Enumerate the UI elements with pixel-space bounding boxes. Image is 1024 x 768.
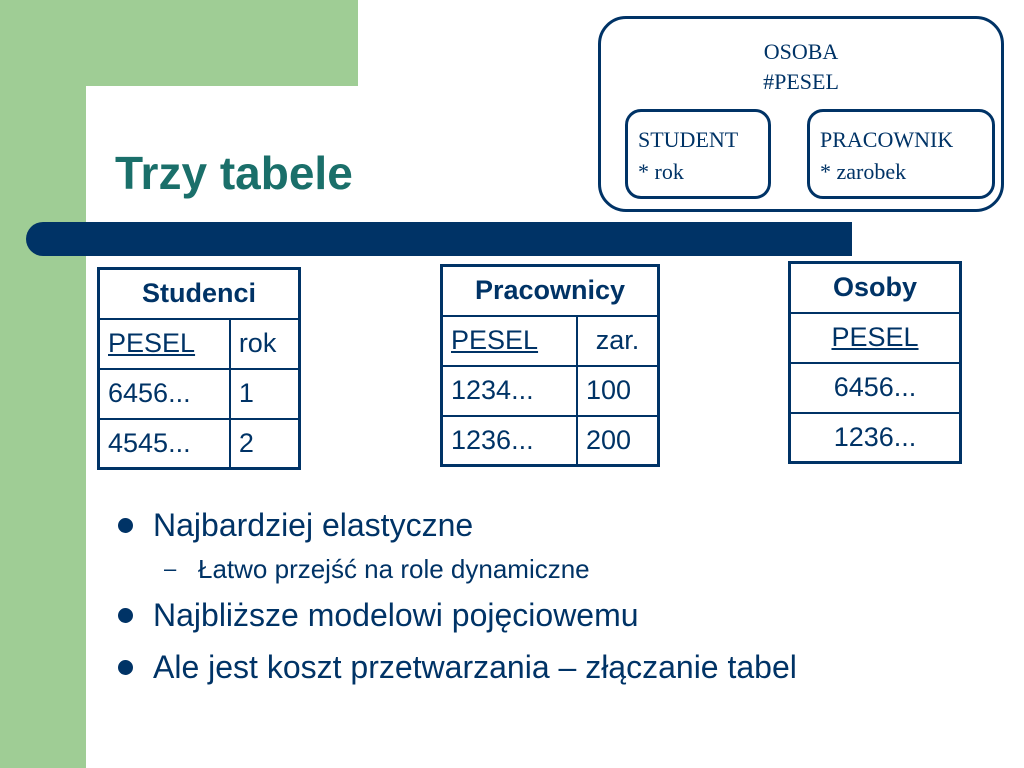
root-entity-name: OSOBA [763,39,839,64]
cell-pesel: 1236... [442,416,577,466]
title-underline-bar [26,222,852,256]
table-title: Pracownicy [442,266,659,316]
cell-pesel: 6456... [99,369,230,419]
table-title: Osoby [790,263,961,313]
diagram-root-entity [601,37,1001,97]
cell-pesel: 1234... [442,366,577,416]
bullet-list [118,497,797,691]
bullet-dot-icon [118,608,133,623]
column-header-pesel: PESEL [99,319,230,369]
subentity-name: PRACOWNIK [820,127,954,152]
cell-pesel: 6456... [790,363,961,413]
left-green-band [0,0,86,768]
column-header-rok: rok [230,319,300,369]
table-row [99,419,300,469]
table-osoby [788,261,962,464]
bullet-text: Najbliższe modelowi pojęciowemu [153,597,639,633]
bullet-dot-icon [118,518,133,533]
table-studenci [97,267,301,470]
bullet-text: Ale jest koszt przetwarzania – złączanie tabel [153,649,797,685]
bullet-item [118,501,797,549]
slide-title: Trzy tabele [115,147,353,199]
column-header-zar: zar. [577,316,659,366]
cell-zar: 200 [577,416,659,466]
column-header-pesel: PESEL [790,313,961,363]
table-row [442,366,659,416]
sub-bullet-item [118,551,797,587]
table-header-row [99,319,300,369]
table-pracownicy [440,264,660,467]
table-row [790,363,961,413]
diagram-subentity-student [625,109,771,199]
subentity-name: STUDENT [638,127,739,152]
bullet-text: Najbardziej elastyczne [153,507,474,543]
sub-bullet-text: Łatwo przejść na role dynamiczne [198,554,590,584]
subentity-attr: * rok [638,159,684,184]
table-title: Studenci [99,269,300,319]
column-header-pesel: PESEL [442,316,577,366]
generalization-diagram [598,16,1004,212]
table-row [99,369,300,419]
table-header-row [442,316,659,366]
cell-zar: 100 [577,366,659,416]
cell-rok: 2 [230,419,300,469]
diagram-subentity-pracownik [807,109,995,199]
root-entity-key: #PESEL [763,69,839,94]
dash-icon: – [164,556,177,581]
bullet-dot-icon [118,660,133,675]
table-row [790,413,961,463]
cell-pesel: 1236... [790,413,961,463]
table-row [442,416,659,466]
cell-rok: 1 [230,369,300,419]
subentity-attr: * zarobek [820,159,907,184]
cell-pesel: 4545... [99,419,230,469]
table-header-row [790,313,961,363]
top-green-block [86,0,358,86]
bullet-item [118,643,797,691]
bullet-item [118,591,797,639]
